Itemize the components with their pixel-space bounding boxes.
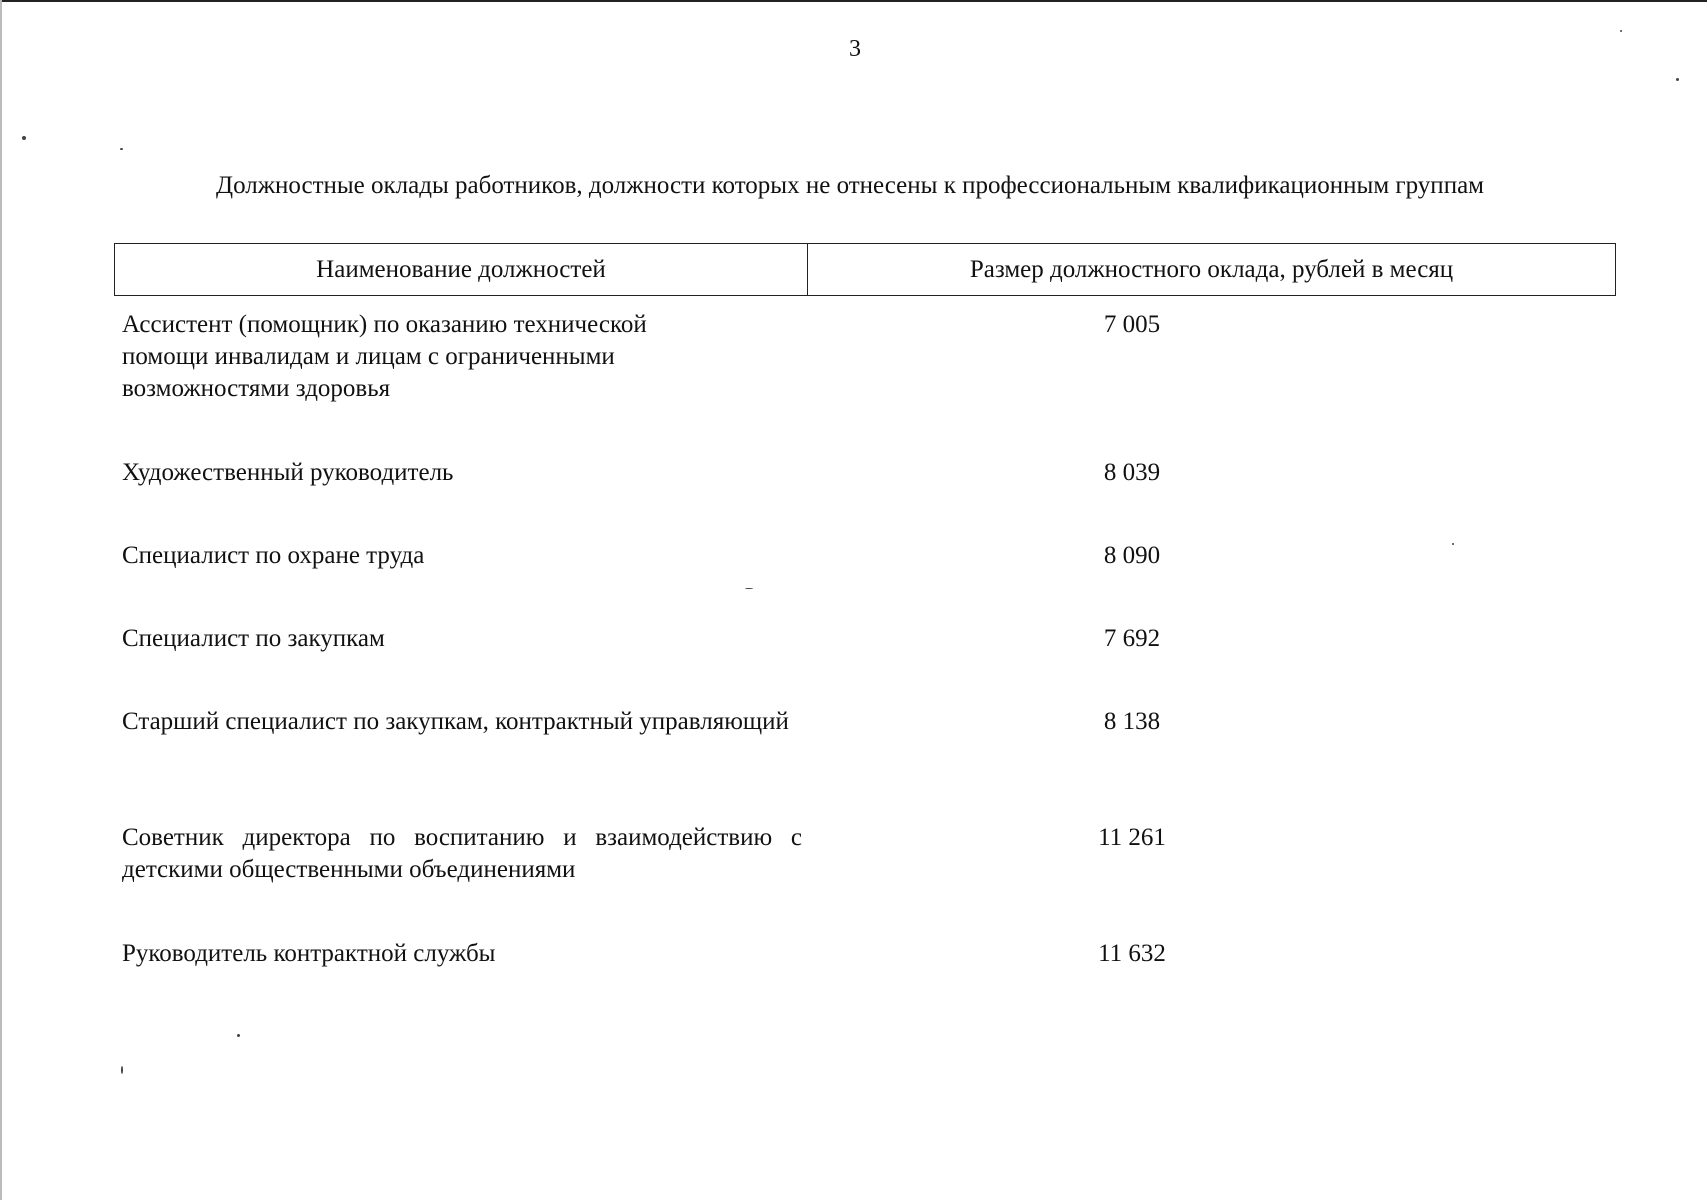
position-salary: 11 261 [1098, 824, 1166, 851]
scan-speck [745, 588, 753, 589]
scan-speck [1452, 543, 1454, 545]
position-salary: 8 138 [1103, 708, 1161, 735]
position-name: Специалист по охране труда [122, 542, 425, 569]
scan-speck [237, 1034, 240, 1037]
document-title: Должностные оклады работников, должности которых не отнесены к профессиональным квалификационным группам [216, 172, 1484, 199]
position-salary: 8 090 [1103, 542, 1161, 569]
scan-left-edge [0, 0, 2, 1200]
header-salary: Размер должностного оклада, рублей в месяц [969, 255, 1454, 283]
position-salary: 7 692 [1103, 625, 1161, 652]
scan-speck [120, 148, 123, 150]
position-name: Руководитель контрактной службы [122, 940, 496, 967]
scan-speck [121, 1066, 123, 1074]
position-salary: 11 632 [1098, 940, 1166, 967]
scan-speck [1620, 30, 1622, 32]
position-salary: 8 039 [1103, 459, 1161, 486]
position-name: Старший специалист по закупкам, контрактный управляющий [122, 708, 789, 735]
position-name: Специалист по закупкам [122, 625, 385, 652]
position-name: Художественный руководитель [122, 459, 454, 486]
position-name: Советник директора по воспитанию и взаимодействию с детскими общественными объединениями [122, 824, 802, 883]
table-header [114, 243, 1616, 296]
scan-top-edge [0, 0, 1707, 2]
position-name: Ассистент (помощник) по оказанию технической помощи инвалидам и лицам с ограниченными возможностями здоровья [122, 311, 647, 402]
scan-speck [22, 136, 26, 140]
position-salary: 7 005 [1103, 311, 1161, 338]
scan-speck [1676, 78, 1679, 81]
page-number: 3 [849, 36, 861, 62]
header-position-name: Наименование должностей [115, 244, 808, 295]
